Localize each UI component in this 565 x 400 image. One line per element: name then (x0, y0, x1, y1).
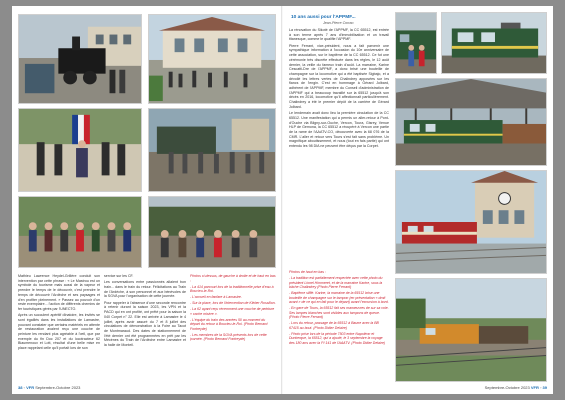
paragraph: Le lendemain avait donc lieu la première circulation de la CC 65512. Une manifestation qui a permis un aller-retour à Pont-d'Ouche via Bligny-sur-Ouche, Vercon, Toura, Gisrey, Venue HLP de Gemona, la CC 65512 a récupéré à Vercon une partie de la rame de l'AAATV-CO, découverte avec la 68 076 de la CMR. L'aller et retour vers Tours s'est fait sans problème. Un magnifique aboutissement, et nous (tout en fais partie) qui ont entendu les 98 DIA ne peuvent être déçus par la Corpet. (289, 111, 389, 149)
photo-station-building-crowd (148, 14, 276, 104)
photo-group-portrait (18, 196, 142, 268)
paragraph: service sur les CF. (104, 274, 134, 278)
folio-separator: ◦ (540, 385, 542, 390)
magazine-name: VFR (530, 385, 539, 390)
left-body-column-1 (18, 274, 100, 384)
magazine-spread (12, 6, 553, 394)
caption: - Baptême sifflé. Karine, la marraine de la 65512 brise une bouteille de champagne sur le tampon (en présentation « droit avant » de ce qui en fait pour le départ) avant l'excursion à bord. (289, 291, 389, 304)
photo-group-by-train (148, 196, 276, 268)
article-headline: 10 ans aussi pour l'APPMF... (291, 15, 356, 20)
paragraph: La rénovation du Sikoté de l'APPMF, la CC 65512, est entrée à son terme après 7 ans d'immobilisation et un travail titanesque, comme le qualifie l'APPMF. (289, 28, 389, 42)
caption: - En gare de Tours, la 65512 fait ses manœuvres de sur sa voie. Ses lampes blanches sont visibles aux tampons de queue. (Photo Pierre Ferrant) (289, 306, 389, 319)
folio-right (485, 385, 547, 390)
left-photo-captions (190, 274, 276, 384)
paragraph: Mathieu Lawrence Heydel-Grillère conduit son intervention par cette phrase : « Le Mastrou est un symbole du tourisme mais aussi de la vapeur et prendre le temps de le découvrir, c'est prendre le temps de découvrir l'Ardèche et ses paysages et d'en profiter pleinement. » Passez au pouvoir d'un reste exemplaire... l'action de différents chemins de fer touristiques gérés par l'UNECTO. (18, 274, 100, 311)
photo-green-locomotive-front (441, 12, 547, 74)
left-page (12, 6, 282, 394)
paragraph: Pour rappeler à l'absence d'une seconde rencontre à retenir durant la saison 2023, les VPN et la PACD qui en ont profité, ont prêté pour la saison la 040 Corpet n° 22. Elle est arrivée à Lamastre le 4 juillet, après avoir assuré du 7 et 8 juillet des circulations de démonstration à la Foire au Tacot de Montmaraud. Des dates de stationnement de l'été dernier ont été programmées en prêt par les Mécènes du Train de l'Ardèche entre Lamastre et la halle de Monteil. (104, 300, 186, 348)
photo-steam-locomotive-station (18, 14, 142, 104)
paragraph: Les conversations entre passionnés allaient bon train... dans le train du retour. Félicitations au Train de l'Ardèche, à son personnel et aux bénévoles de la SGVA pour l'organisation de cette journée. (104, 280, 186, 299)
right-body-column (289, 28, 389, 266)
caption-intro: Photos de haut en bas : (289, 270, 326, 274)
caption: - La 414 parcourt lors de la traditionnelle prise d'eau à Boucieu-le-Roi. (190, 284, 274, 293)
page-number: 39 (542, 385, 547, 390)
caption: - La 62 ayant reçu récemment une couche de peinture « cache misère ». (190, 307, 275, 316)
caption: - Sur la place, lors de l'intervention de Kléber Rossillon. (190, 301, 276, 305)
photo-speech-with-flags (18, 108, 142, 192)
magazine-name: VFR (26, 385, 35, 390)
caption: - Photo prise lors de la période 7503 entre Napoléon et Dunkerque, la 65512, qui a ajouté, le 3 septembre la voyage des 180 ans avec la PI 141 de l'AAATV. (Photo Didier Delaire) (289, 331, 386, 345)
photo-crowd-on-platform (148, 108, 276, 192)
photo-station-with-train (395, 170, 547, 274)
photo-locomotive-on-line (395, 278, 547, 382)
caption: - L'équipe du train des années 50 au moment du départ du retour à Boucieu-le-Roi. (Photo Bernard Fontreyde) (190, 317, 268, 331)
paragraph: Après un succulent apéritif dînatoire, les invités se sont égaillés dans les installations de Lamastre, pouvant constater que certains matériels en attente de restauration avaient reçu une couche de peinture les rendant plus agréable à l'œil, que par exemple du fin Doc 207 et du locotracteur 62 Biaumenoux et Lott, résultat d'une belle mise en place rappelant celle qu'il portait lors de son (18, 313, 100, 351)
photo-green-locomotive-people (395, 12, 437, 74)
caption-intro: Photos ci-dessus, de gauche à droite et de haut en bas : (190, 274, 276, 283)
right-page (283, 6, 553, 394)
paragraph: Pierre Ferrant, vice-président, nous a fait parvenir une sympathique information à l'occasion du 10e anniversaire de cette association, sur le baptême de la CC 65512. Ce fut une cérémonie très discrète effectuée dans les règles, le 12 août dernier, la veille du fameux train d'août. La marraine, Karine Cescatti-Dre de l'APPMF, a donc brisé une bouteille de champagne sur la locomotive qui a été baptisée Sigbajo, et a dévoilé les lettres vertes de Chalindrey apposées sur les flancs de l'engin. C'est en hommage à Gérard Jolbard, adhérent de l'APPMF, membre du Conseil d'administration de l'APPMF qui a beaucoup travaillé sur la 65512 jusqu'à son décès en 2016, locomotive qu'il affectionnait particulièrement. Chalindrey a été le premier dépôt de la carrière de Gérard Jolbard. (289, 43, 389, 109)
page-number: 38 (18, 385, 23, 390)
photo-train-station-canopy (395, 78, 547, 166)
left-body-column-2 (104, 274, 186, 384)
issue-date: Septembre-Octobre 2023 (484, 385, 530, 390)
caption: - L'accueil en fanfare à Lamastre. (190, 295, 242, 299)
issue-date: Septembre-Octobre 2023 (35, 385, 81, 390)
caption: - Lors du retour, passage de la 65512 à Baune avec la BB 67415 au bout. (Photo Didier Delaire) (289, 321, 379, 330)
folio-separator: ◦ (23, 385, 25, 390)
right-photo-captions (289, 270, 389, 382)
article-byline: Jean-Pierre Corrao (323, 21, 354, 25)
caption: - Les membres de la SGVA présents lors de cette journée. (Photo Bernard Fontreyde) (190, 332, 267, 341)
caption: - La tradition est parfaitement respectée avec cette photo du président Lionel Himmeret, et de la marraine Karine, sous la bâche Chalindrey (Photo Pierre Ferrant) (289, 276, 383, 289)
folio-left (18, 385, 80, 390)
